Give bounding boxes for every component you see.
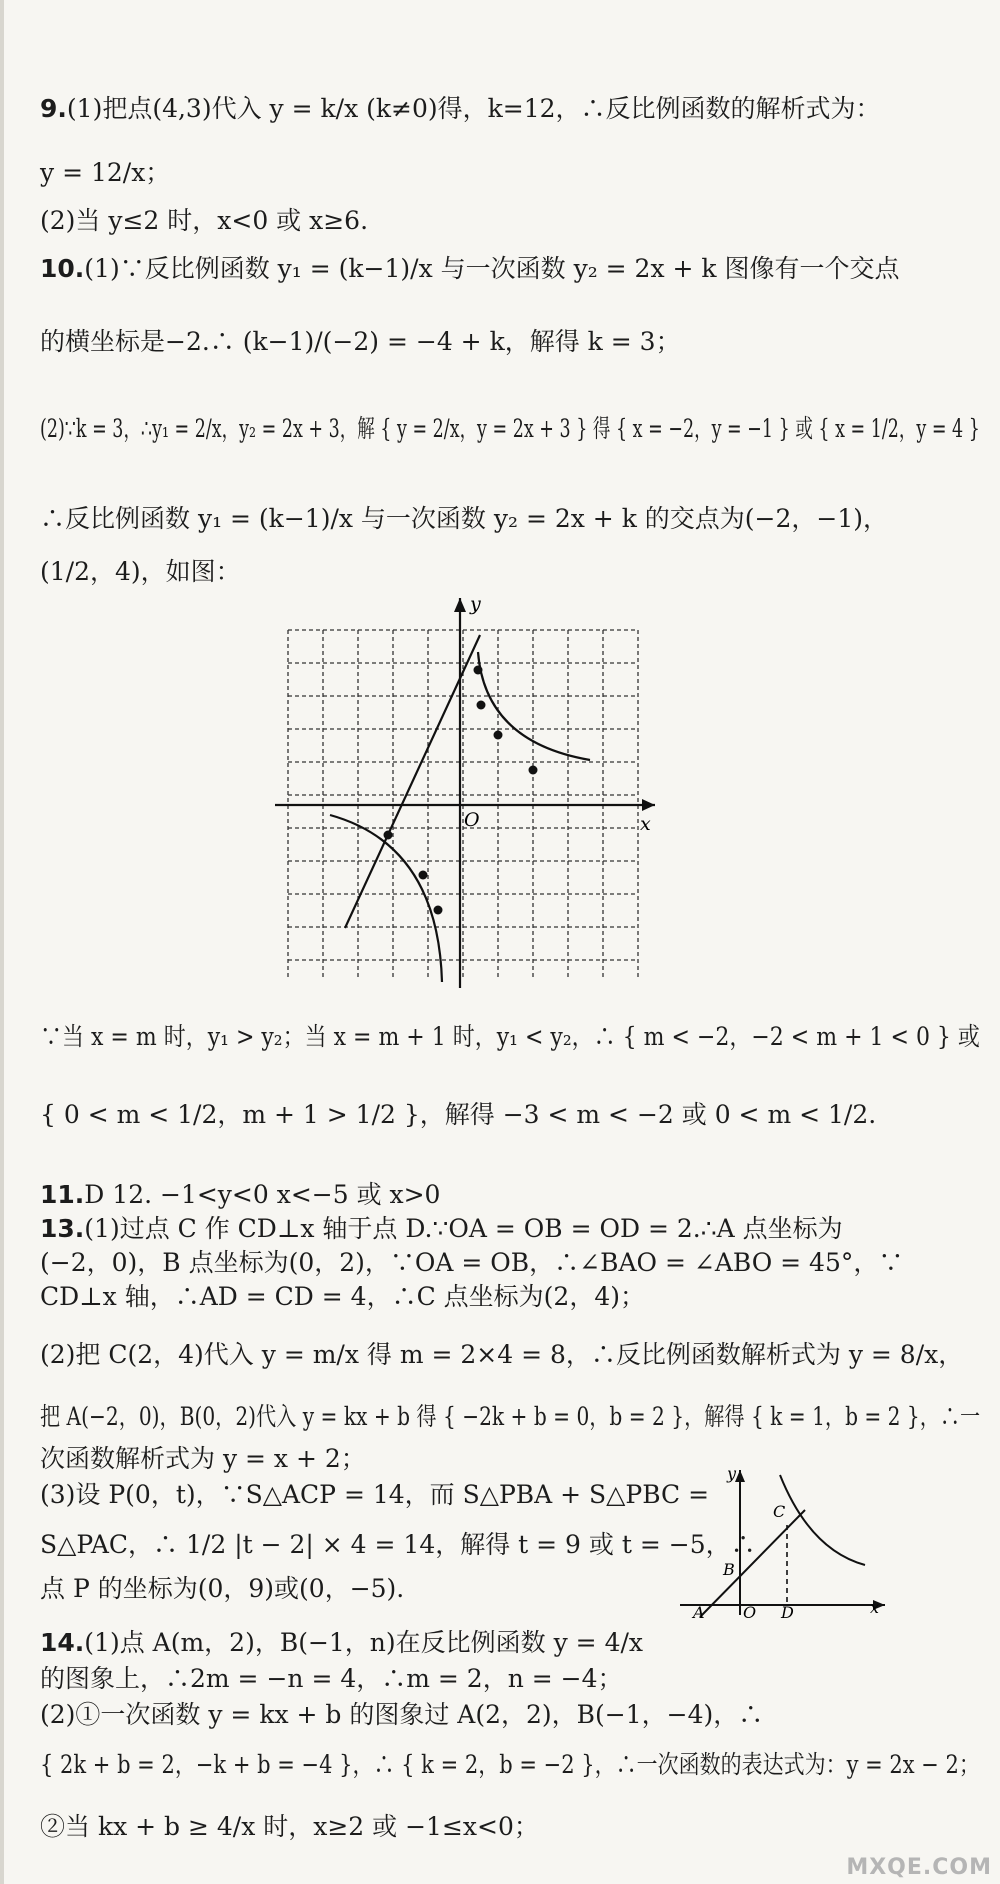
- line-22: 的图象上，∴2m = −n = 4，∴m = 2，n = −4；: [40, 1664, 623, 1693]
- figure-triangle: [675, 1465, 890, 1620]
- label-b: B: [723, 1560, 735, 1579]
- line-10: { 0 < m < 1/2，m + 1 > 1/2 }，解得 −3 < m < −2 或 0 < m < 1/2.: [40, 1100, 877, 1129]
- line-1: 9.(1)把点(4,3)代入 y = k/x (k≠0)得，k=12，∴反比例函数的解析式为：: [40, 94, 881, 123]
- label-a: A: [693, 1603, 705, 1620]
- line-14: CD⊥x 轴，∴AD = CD = 4，∴C 点坐标为(2，4)；: [40, 1282, 645, 1311]
- page-edge: [0, 0, 4, 1884]
- line-15: (2)把 C(2，4)代入 y = m/x 得 m = 2×4 = 8，∴反比例函数解析式为 y = 8/x，: [40, 1340, 964, 1369]
- watermark: MXQE.COM: [846, 1855, 992, 1880]
- line-16: 把 A(−2，0)，B(0，2)代入 y = kx + b 得 { −2k + b = 0，b = 2 }，解得 { k = 1，b = 2 }，∴一: [40, 1402, 981, 1431]
- figure-hyperbola-line: [270, 590, 660, 995]
- label-o: O: [743, 1603, 757, 1620]
- line-9: ∵当 x = m 时，y₁ > y₂；当 x = m + 1 时，y₁ < y₂，∴ { m < −2，−2 < m + 1 < 0 } 或: [40, 1022, 980, 1051]
- y-label: y: [470, 593, 481, 615]
- line-19: S△PAC，∴ 1/2 |t − 2| × 4 = 14，解得 t = 9 或 t = −5，∴: [40, 1530, 756, 1559]
- hyperbola: [780, 1475, 865, 1565]
- line-4: 10.(1)∵反比例函数 y₁ = (k−1)/x 与一次函数 y₂ = 2x + k 图像有一个交点: [40, 254, 900, 283]
- line-21: 14.(1)点 A(m，2)，B(−1，n)在反比例函数 y = 4/x: [40, 1628, 644, 1657]
- line-11: 11.D 12. −1<y<0 x<−5 或 x>0: [40, 1180, 441, 1209]
- x-axis-arrow: [642, 799, 655, 811]
- line-5: 的横坐标是−2.∴ (k−1)/(−2) = −4 + k，解得 k = 3；: [40, 327, 681, 356]
- line-20: 点 P 的坐标为(0，9)或(0，−5).: [40, 1574, 405, 1603]
- y-axis-arrow: [735, 1470, 745, 1482]
- line-17: 次函数解析式为 y = x + 2；: [40, 1444, 366, 1473]
- x-label: x: [640, 813, 651, 835]
- line-6: (2)∵k = 3，∴y₁ = 2/x，y₂ = 2x + 3，解 { y = 2/x，y = 2x + 3 } 得 { x = −2，y = −1 } 或 { x = 1/2，y = 4 }: [40, 414, 980, 443]
- line-18: (3)设 P(0，t)，∵S△ACP = 14，而 S△PBA + S△PBC =: [40, 1480, 710, 1509]
- y-label: y: [727, 1465, 737, 1483]
- hyperbola-branch-1: [478, 652, 590, 760]
- line-2: y = 12/x；: [40, 158, 171, 187]
- line-23: (2)①一次函数 y = kx + b 的图象过 A(2，2)，B(−1，−4)，∴: [40, 1700, 764, 1729]
- label-c: C: [773, 1502, 786, 1521]
- line-7: ∴反比例函数 y₁ = (k−1)/x 与一次函数 y₂ = 2x + k 的交点为(−2，−1)，: [40, 504, 888, 533]
- line-12: 13.(1)过点 C 作 CD⊥x 轴于点 D.∵OA = OB = OD = 2.∴A 点坐标为: [40, 1214, 843, 1243]
- line-8: (1/2，4)，如图：: [40, 557, 241, 586]
- line-13: (−2，0)，B 点坐标为(0，2)，∵OA = OB，∴∠BAO = ∠ABO = 45°，∵: [40, 1248, 904, 1277]
- line-25: ②当 kx + b ≥ 4/x 时，x≥2 或 −1≤x<0；: [40, 1812, 539, 1841]
- line-3: (2)当 y≤2 时，x<0 或 x≥6.: [40, 206, 369, 235]
- label-d: D: [781, 1603, 794, 1620]
- y-axis-arrow: [454, 598, 466, 612]
- line-ab: [700, 1510, 805, 1617]
- origin-label: O: [464, 809, 480, 831]
- line-24: { 2k + b = 2，−k + b = −4 }，∴ { k = 2，b = −2 }，∴一次函数的表达式为：y = 2x − 2；: [40, 1750, 980, 1779]
- x-label: x: [870, 1598, 880, 1617]
